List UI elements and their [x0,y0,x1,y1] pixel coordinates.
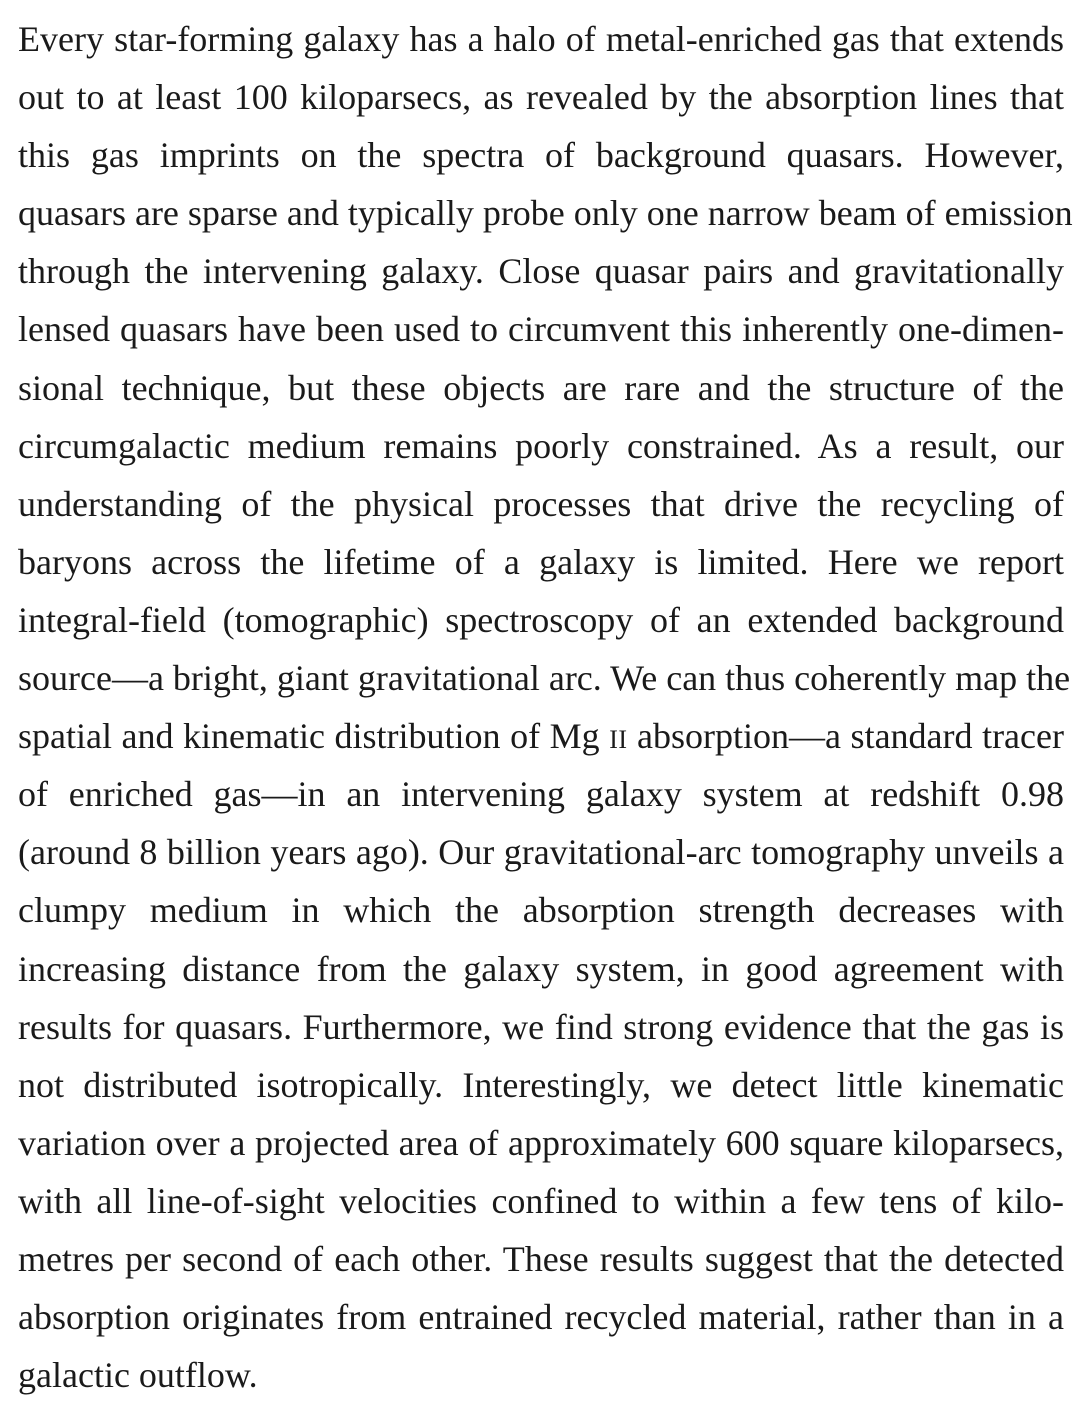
abstract-line-24: galactic outflow. [18,1355,258,1396]
abstract-line-4: quasars are sparse and typically probe only one narrow beam of emission [18,193,1073,234]
abstract-line-7: sional technique, but these objects are rare and the structure of the [18,367,1064,408]
abstract-line-13 [18,707,1064,765]
abstract-line-11: integral-field (tomographic) spectroscopy of an extended background [18,599,1064,640]
abstract-line-20: variation over a projected area of approximately 600 square kiloparsecs, [18,1122,1064,1163]
line-13-text-after: absorption—a standard tracer [627,716,1064,757]
abstract-line-12: source—a bright, giant gravitational arc. We can thus coherently map the [18,658,1071,699]
abstract-line-17: increasing distance from the galaxy system, in good agreement with [18,948,1064,989]
abstract-line-3: this gas imprints on the spectra of background quasars. However, [18,135,1064,176]
abstract-line-8: circumgalactic medium remains poorly constrained. As a result, our [18,425,1064,466]
abstract-line-22: metres per second of each other. These results suggest that the detected [18,1238,1064,1279]
abstract-line-23: absorption originates from entrained recycled material, rather than in a [18,1297,1064,1338]
abstract-line-1: Every star-forming galaxy has a halo of metal-enriched gas that extends [18,19,1064,59]
abstract-line-21: with all line-of-sight velocities confined to within a few tens of kilo- [18,1180,1064,1221]
abstract-line-2: out to at least 100 kiloparsecs, as revealed by the absorption lines that [18,77,1064,118]
line-13-text-before: spatial and kinematic distribution of Mg [18,716,610,757]
abstract-line-10: baryons across the lifetime of a galaxy is limited. Here we report [18,541,1064,582]
abstract-paragraph [18,10,1073,1404]
abstract-line-18: results for quasars. Furthermore, we find strong evidence that the gas is [18,1006,1064,1047]
abstract-line-14: of enriched gas—in an intervening galaxy system at redshift 0.98 [18,774,1064,815]
abstract-line-9: understanding of the physical processes that drive the recycling of [18,483,1064,524]
abstract-line-15: (around 8 billion years ago). Our gravitational-arc tomography unveils a [18,832,1064,873]
abstract-line-6: lensed quasars have been used to circumvent this inherently one-dimen- [18,309,1064,350]
abstract-line-16: clumpy medium in which the absorption strength decreases with [18,890,1064,931]
abstract-line-5: through the intervening galaxy. Close quasar pairs and gravitationally [18,251,1064,292]
abstract-line-19: not distributed isotropically. Interestingly, we detect little kinematic [18,1064,1064,1105]
ion-stage-label: II [609,725,628,755]
